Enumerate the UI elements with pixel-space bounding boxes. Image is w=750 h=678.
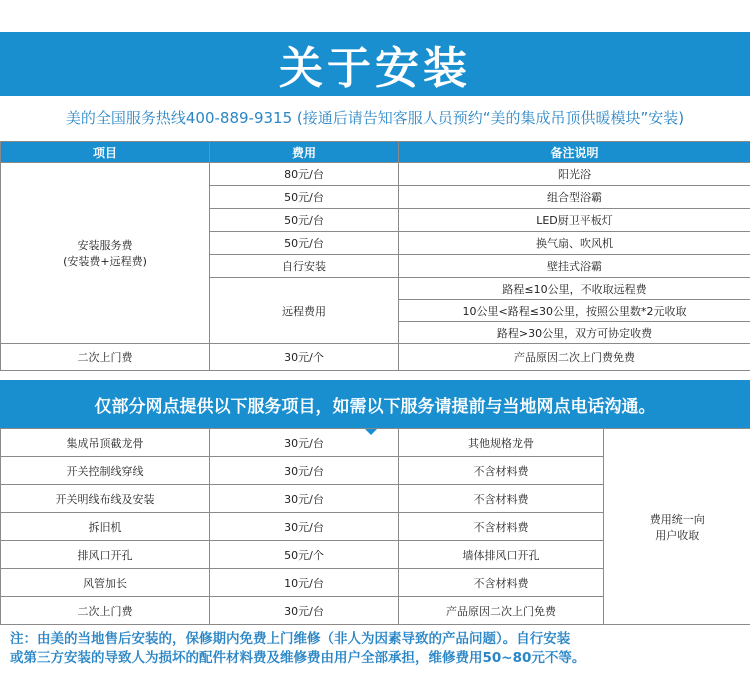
fee-cell: 10元/台 — [210, 569, 399, 597]
remote-fee-cell: 远程费用 — [210, 278, 399, 344]
item-cell: 排风口开孔 — [1, 541, 210, 569]
fee-cell: 80元/台 — [210, 163, 399, 186]
item-cell: 拆旧机 — [1, 513, 210, 541]
header-item: 项目 — [1, 142, 210, 163]
table-row — [1, 429, 750, 457]
note-cell: 不含材料费 — [399, 485, 604, 513]
footnote — [10, 630, 745, 668]
note-cell: 产品原因二次上门免费 — [399, 597, 604, 625]
fee-cell: 30元/台 — [210, 597, 399, 625]
note-cell: 组合型浴霸 — [399, 186, 750, 209]
fee-cell: 30元/个 — [210, 344, 399, 371]
footnote-line: 注：由美的当地售后安装的，保修期内免费上门维修（非人为因素导致的产品问题）。自行安装 — [10, 631, 571, 647]
table-row — [1, 344, 750, 371]
fee-cell: 自行安装 — [210, 255, 399, 278]
install-service-fee-label: 安装服务费 (安装费+远程费) — [1, 163, 210, 344]
install-fee-table — [0, 141, 750, 371]
note-cell: 产品原因二次上门费免费 — [399, 344, 750, 371]
table-row — [1, 163, 750, 186]
note-cell: 墙体排风口开孔 — [399, 541, 604, 569]
item-cell: 开关控制线穿线 — [1, 457, 210, 485]
title-banner — [0, 32, 750, 96]
fee-cell: 50元/台 — [210, 209, 399, 232]
note-cell: 换气扇、吹风机 — [399, 232, 750, 255]
extra-service-table — [0, 428, 750, 625]
note-cell: 壁挂式浴霸 — [399, 255, 750, 278]
note-cell: LED厨卫平板灯 — [399, 209, 750, 232]
notice-banner: 仅部分网点提供以下服务项目，如需以下服务请提前与当地网点电话沟通。 — [0, 380, 750, 428]
fee-cell: 30元/台 — [210, 485, 399, 513]
fee-cell: 50元/台 — [210, 186, 399, 209]
table-header-row — [1, 142, 750, 163]
fee-cell: 30元/台 — [210, 513, 399, 541]
footnote-line: 或第三方安装的导致人为损坏的配件材料费及维修费由用户全部承担，维修费用50~80元不等。 — [10, 650, 586, 666]
fee-cell: 50元/台 — [210, 232, 399, 255]
service-hotline: 美的全国服务热线400-889-9315 (接通后请告知客服人员预约“美的集成吊顶供暖模块”安装) — [65, 109, 685, 127]
page-title: 关于安装 — [279, 43, 471, 94]
header-fee: 费用 — [210, 142, 399, 163]
fee-cell: 30元/台 — [210, 429, 399, 457]
note-cell: 不含材料费 — [399, 513, 604, 541]
note-cell: 路程≤10公里，不收取远程费 — [399, 278, 750, 300]
fee-collection-note: 费用统一向 用户收取 — [604, 429, 750, 625]
item-cell: 风管加长 — [1, 569, 210, 597]
item-cell: 集成吊顶截龙骨 — [1, 429, 210, 457]
fee-cell: 50元/个 — [210, 541, 399, 569]
note-cell: 路程>30公里，双方可协定收费 — [399, 322, 750, 344]
header-note: 备注说明 — [399, 142, 750, 163]
note-cell: 不含材料费 — [399, 457, 604, 485]
note-cell: 其他规格龙骨 — [399, 429, 604, 457]
note-cell: 阳光浴 — [399, 163, 750, 186]
item-cell: 开关明线布线及安装 — [1, 485, 210, 513]
item-cell: 二次上门费 — [1, 344, 210, 371]
fee-cell: 30元/台 — [210, 457, 399, 485]
note-cell: 不含材料费 — [399, 569, 604, 597]
item-cell: 二次上门费 — [1, 597, 210, 625]
note-cell: 10公里<路程≤30公里，按照公里数*2元收取 — [399, 300, 750, 322]
